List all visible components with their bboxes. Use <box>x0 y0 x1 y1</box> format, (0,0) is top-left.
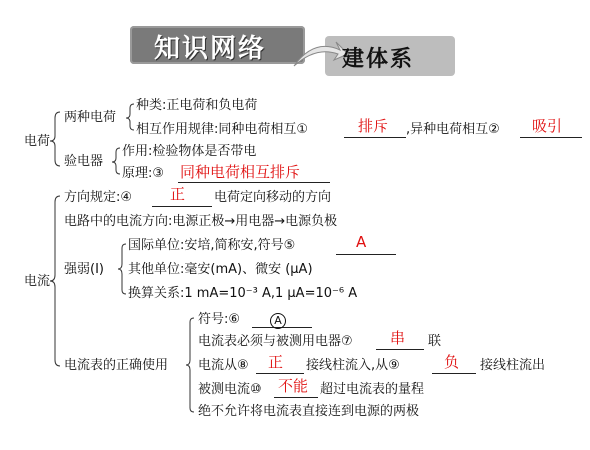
electroscope-label: 验电器 <box>64 154 104 169</box>
flow-rule-post: 接线柱流出 <box>480 358 546 373</box>
series-rule-text: 电流表必须与被测用电器⑦ <box>198 334 353 349</box>
range-rule-post: 超过电流表的量程 <box>320 382 425 397</box>
blank-5-line <box>336 254 396 255</box>
forbid-rule-text: 绝不允许将电流表直接连到电源的两极 <box>198 404 420 419</box>
si-unit-text: 国际单位:安培,简称安,符号⑤ <box>128 238 296 253</box>
electroscope-principle: 原理:③ <box>122 166 165 181</box>
blank-2-line <box>520 137 582 138</box>
blank-10-line <box>274 397 318 398</box>
ammeter-usage-label: 电流表的正确使用 <box>64 358 169 373</box>
blank-4-line <box>152 206 212 207</box>
two-kinds-label: 两种电荷 <box>64 110 117 125</box>
ammeter-symbol-letter: A <box>270 313 286 329</box>
answer-8: 正 <box>268 353 284 371</box>
blank-9-line <box>432 373 476 374</box>
blank-8-line <box>256 373 304 374</box>
answer-5: A <box>356 233 367 251</box>
conversion-text: 换算关系:1 mA=10⁻³ A,1 μA=10⁻⁶ A <box>128 286 358 301</box>
ammeter-symbol-icon <box>270 309 286 329</box>
answer-2: 吸引 <box>532 117 563 135</box>
other-units-text: 其他单位:毫安(mA)、微安 (μA) <box>128 262 313 277</box>
direction-rule: 方向规定:④ <box>64 190 133 205</box>
blank-7-line <box>376 349 424 350</box>
banner-subtitle: 建体系 <box>342 46 415 72</box>
answer-9: 负 <box>444 353 460 371</box>
interaction-rule-text: 相互作用规律:同种电荷相互① <box>136 122 309 137</box>
charge-root-label: 电荷 <box>24 134 51 149</box>
flow-rule-mid: 接线柱流入,从⑨ <box>306 358 400 373</box>
answer-3: 同种电荷相互排斥 <box>180 163 301 181</box>
flow-rule-text: 电流从⑧ <box>198 358 249 373</box>
interaction-rule-mid: ,异种电荷相互② <box>406 122 500 137</box>
answer-4: 正 <box>170 185 186 203</box>
ammeter-symbol-text: 符号:⑥ <box>198 312 241 327</box>
electroscope-function: 作用:检验物体是否带电 <box>122 144 257 159</box>
answer-7: 串 <box>390 329 406 347</box>
series-rule-post: 联 <box>428 334 442 349</box>
strength-label: 强弱(I) <box>64 262 104 277</box>
current-root-label: 电流 <box>24 274 51 289</box>
range-rule-text: 被测电流⑩ <box>198 382 262 397</box>
blank-1-line <box>344 137 406 138</box>
charge-kinds-text: 种类:正电荷和负电荷 <box>136 98 258 113</box>
answer-1: 排斥 <box>358 117 389 135</box>
direction-rule-post: 电荷定向移动的方向 <box>214 190 332 205</box>
blank-3-line <box>178 182 330 183</box>
circuit-direction-text: 电路中的电流方向:电源正极→用电器→电源负极 <box>64 214 338 229</box>
answer-10: 不能 <box>278 377 309 395</box>
banner-title: 知识网络 <box>154 34 267 64</box>
